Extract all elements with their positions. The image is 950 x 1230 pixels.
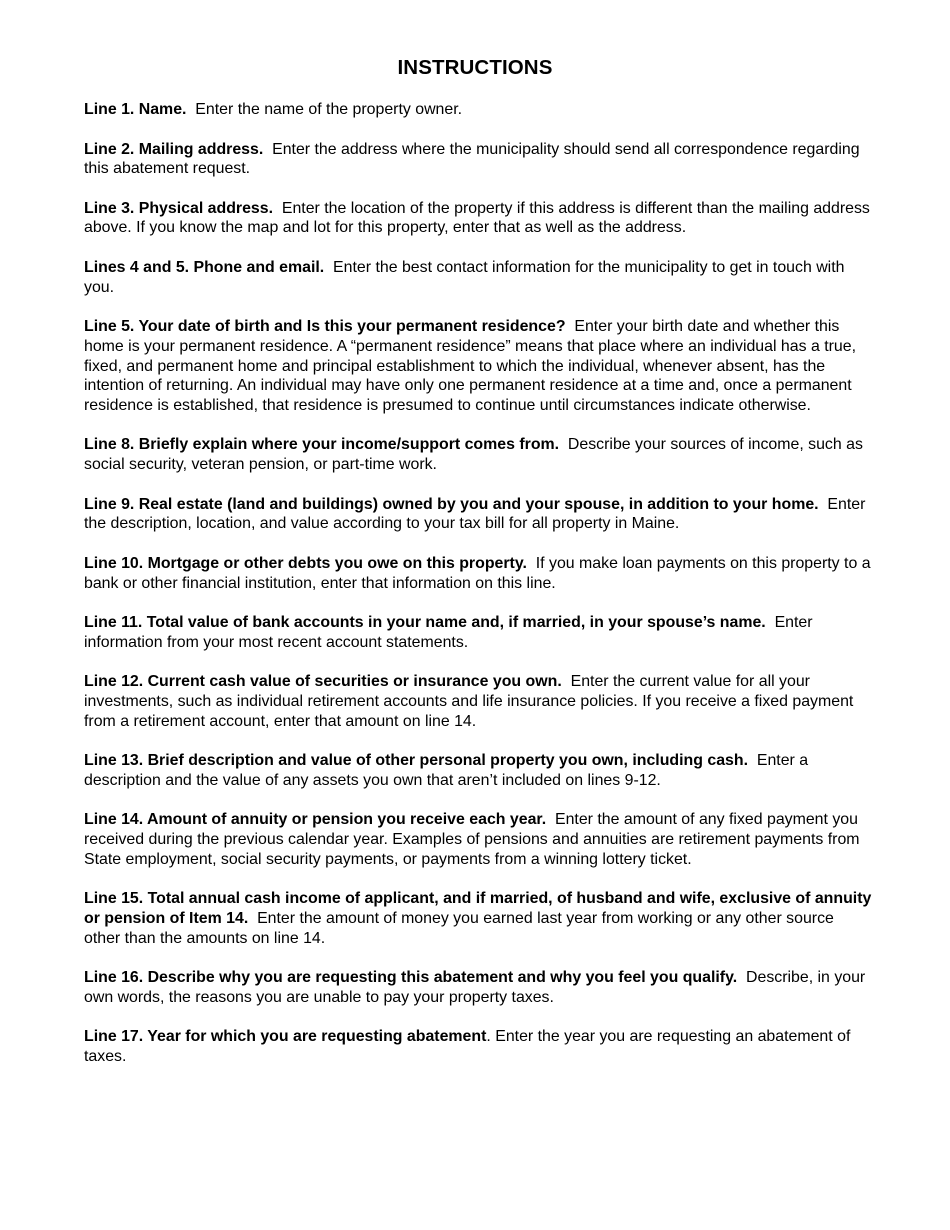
instruction-text: Enter a description and the value of any assets you own that aren’t included on lines 9-12. — [84, 752, 809, 789]
instruction-line-2 — [84, 140, 874, 179]
instruction-line-15 — [84, 889, 874, 948]
instruction-heading: Line 15. Total annual cash income of applicant, and if married, of husband and wife, exclusive of annuity or pension of Item 14. — [84, 890, 872, 927]
instruction-text: If you make loan payments on this property to a bank or other financial institution, enter that information on this line. — [84, 554, 871, 592]
instructions-list — [84, 100, 874, 1087]
instruction-text: Enter the best contact information for the municipality to get in touch with you. — [84, 258, 845, 296]
instruction-text: Enter the amount of any fixed payment you received during the previous calendar year. Examples of pensions and annuities are retirement payments from State employment, social security payments, or payments from a winning lottery ticket. — [84, 811, 860, 868]
instruction-line-11 — [84, 613, 874, 652]
instruction-heading: Line 5. Your date of birth and Is this your permanent residence? — [84, 318, 566, 336]
instruction-text: Enter the name of the property owner. — [195, 101, 463, 118]
instruction-heading: Line 16. Describe why you are requesting this abatement and why you feel you qualify. — [84, 969, 738, 987]
instruction-line-9 — [84, 495, 874, 534]
instruction-heading: Line 2. Mailing address. — [84, 140, 264, 158]
instruction-text: Enter the location of the property if this address is different than the mailing address above. If you know the map and lot for this property, enter that as well as the address. — [84, 199, 870, 237]
instruction-line-13 — [84, 751, 874, 790]
instruction-heading: Line 1. Name. — [84, 101, 187, 118]
instruction-text: Enter your birth date and whether this home is your permanent residence. A “permanent residence” means that place where an individual has a true, fixed, and permanent home and principal establishment to which the individual, whenever absent, has the intention of returning. An individual may have only one permanent residence at a time and, once a permanent residence is established, that residence is presumed to continue until circumstances indicate otherwise. — [84, 318, 857, 414]
instruction-heading: Line 17. Year for which you are requesting abatement — [84, 1028, 487, 1046]
instruction-heading: Line 14. Amount of annuity or pension you receive each year. — [84, 811, 547, 829]
page-title: INSTRUCTIONS — [397, 56, 553, 79]
instruction-heading: Line 11. Total value of bank accounts in your name and, if married, in your spouse’s name. — [84, 614, 766, 632]
instruction-heading: Line 10. Mortgage or other debts you owe on this property. — [84, 554, 527, 572]
instruction-text: Enter information from your most recent account statements. — [84, 614, 813, 651]
instruction-text: Enter the address where the municipality should send all correspondence regarding this abatement request. — [84, 140, 860, 178]
instruction-line-17 — [84, 1027, 874, 1066]
instruction-line-12 — [84, 672, 874, 731]
instruction-heading: Line 8. Briefly explain where your income/support comes from. — [84, 436, 560, 454]
instruction-line-16 — [84, 968, 874, 1007]
instruction-line-3 — [84, 199, 874, 238]
instruction-text: Describe, in your own words, the reasons you are unable to pay your property taxes. — [84, 969, 866, 1006]
instruction-line-14 — [84, 810, 874, 869]
instruction-text: Enter the amount of money you earned last year from working or any other source other than the amounts on line 14. — [84, 909, 834, 947]
instruction-heading: Line 13. Brief description and value of other personal property you own, including cash. — [84, 752, 748, 770]
instruction-heading: Line 3. Physical address. — [84, 199, 274, 217]
instruction-text: Enter the current value for all your investments, such as individual retirement accounts and life insurance policies. If you receive a fixed payment from a retirement account, enter that amount on line 14. — [84, 673, 854, 730]
instruction-line-1 — [84, 100, 874, 120]
instruction-text: Enter the description, location, and value according to your tax bill for all property in Maine. — [84, 495, 866, 533]
instruction-text: Describe your sources of income, such as social security, veteran pension, or part-time work. — [84, 436, 863, 474]
instruction-lines-4-5 — [84, 258, 874, 297]
instruction-heading: Lines 4 and 5. Phone and email. — [84, 258, 325, 276]
instruction-text: . Enter the year you are requesting an abatement of taxes. — [84, 1028, 851, 1066]
instruction-line-10 — [84, 554, 874, 593]
instruction-line-8 — [84, 435, 874, 474]
instruction-line-5-residence — [84, 317, 874, 416]
instruction-heading: Line 9. Real estate (land and buildings) owned by you and your spouse, in addition to your home. — [84, 495, 819, 513]
instruction-heading: Line 12. Current cash value of securities or insurance you own. — [84, 673, 562, 691]
